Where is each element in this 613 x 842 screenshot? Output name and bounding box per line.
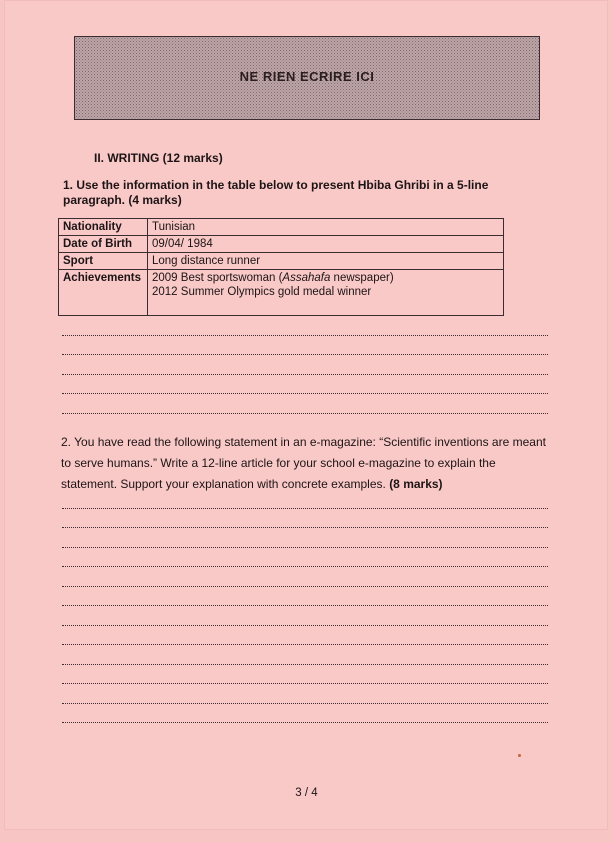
question-1-prompt: 1. Use the information in the table below to present Hbiba Ghribi in a 5-line paragraph. (4 marks): [63, 178, 489, 207]
answer-line[interactable]: [62, 394, 548, 414]
info-table: [58, 218, 504, 316]
answer-lines-q1: [62, 316, 548, 414]
row-value: Tunisian: [148, 219, 504, 236]
answer-line[interactable]: [62, 606, 548, 626]
table-row: [59, 270, 504, 316]
answer-line[interactable]: [62, 704, 548, 724]
row-value: [148, 270, 504, 316]
row-key: Sport: [59, 253, 148, 270]
achievement-2: 2012 Summer Olympics gold medal winner: [152, 286, 372, 298]
answer-line[interactable]: [62, 684, 548, 704]
answer-line[interactable]: [62, 489, 548, 509]
answer-line[interactable]: [62, 316, 548, 336]
question-2-marks: (8 marks): [389, 477, 443, 491]
table-row: [59, 236, 504, 253]
answer-line[interactable]: [62, 355, 548, 375]
page-number: 3 / 4: [295, 787, 318, 799]
answer-line[interactable]: [62, 548, 548, 568]
row-key: Achievements: [59, 270, 148, 316]
answer-line[interactable]: [62, 509, 548, 529]
answer-line[interactable]: [62, 626, 548, 646]
row-key: Nationality: [59, 219, 148, 236]
do-not-write-label: NE RIEN ECRIRE ICI: [239, 69, 375, 84]
answer-line[interactable]: [62, 587, 548, 607]
section-title: II. WRITING (12 marks): [94, 151, 223, 165]
question-2-text: 2. You have read the following statement in an e-magazine: “Scientific inventions are meant to serve humans.” Write a 12-line article for your school e-magazine to explain the statement. Support your explanation with concrete examples.: [61, 435, 546, 491]
table-row: [59, 219, 504, 236]
answer-line[interactable]: [62, 336, 548, 356]
row-value: Long distance runner: [148, 253, 504, 270]
answer-line[interactable]: [62, 645, 548, 665]
row-value: 09/04/ 1984: [148, 236, 504, 253]
ink-smudge: [518, 754, 521, 757]
answer-line[interactable]: [62, 528, 548, 548]
answer-line[interactable]: [62, 567, 548, 587]
row-key: Date of Birth: [59, 236, 148, 253]
table-row: [59, 253, 504, 270]
question-2-prompt: [61, 432, 551, 495]
achievement-1: 2009 Best sportswoman (Assahafa newspaper): [152, 272, 394, 284]
answer-lines-q2: [62, 489, 548, 723]
do-not-write-box: [74, 36, 540, 120]
answer-line[interactable]: [62, 665, 548, 685]
answer-line[interactable]: [62, 375, 548, 395]
